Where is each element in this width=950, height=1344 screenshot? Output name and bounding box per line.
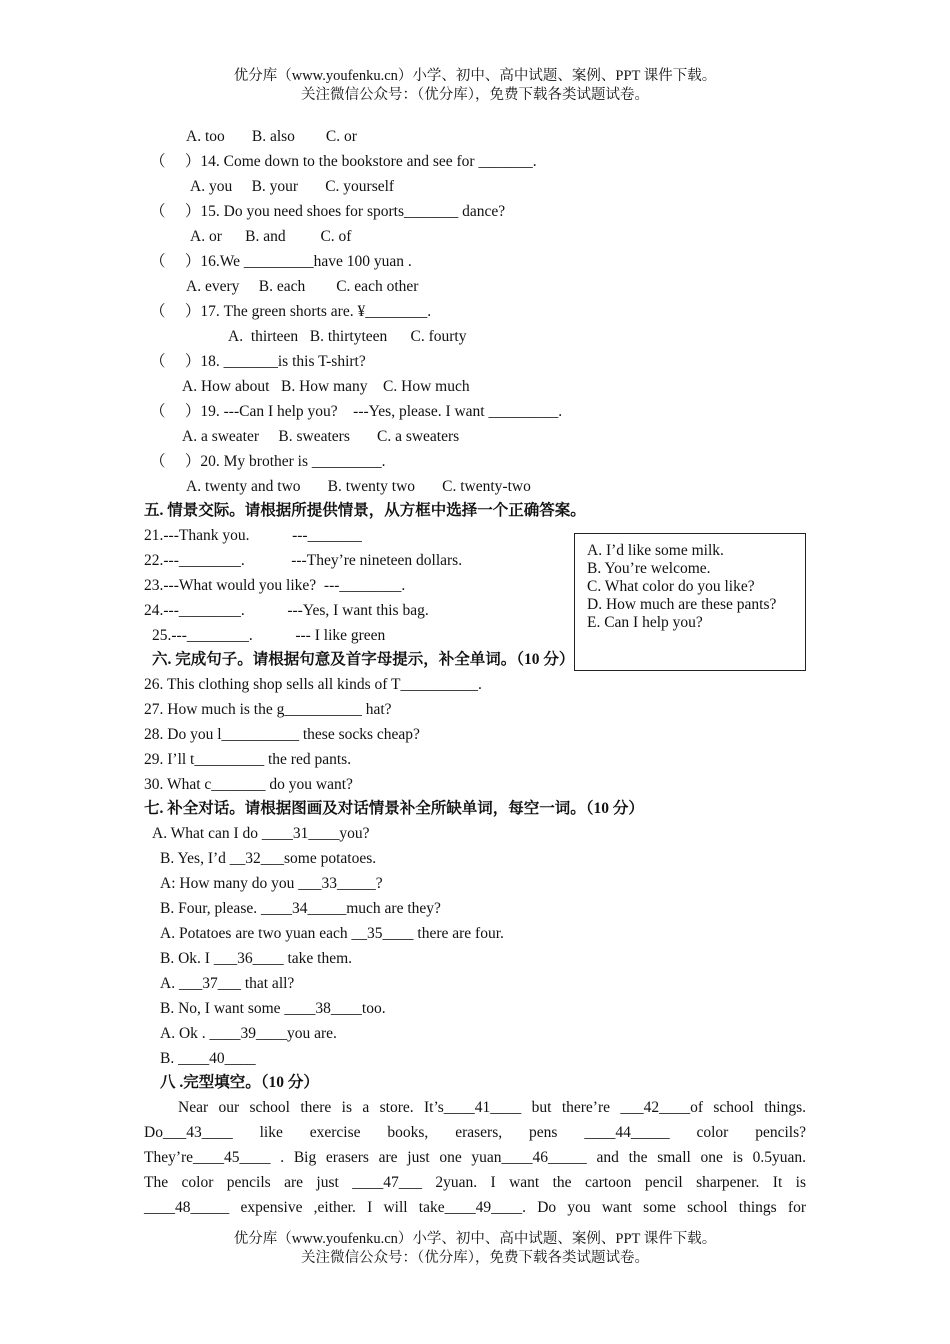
q17-options: A. thirteen B. thirtyteen C. fourty xyxy=(228,328,467,345)
dialog-line-38: B. No, I want some ____38____too. xyxy=(160,1000,386,1017)
q30-line: 30. What c_______ do you want? xyxy=(144,776,353,793)
q25-line: 25.---________. --- I like green xyxy=(152,627,386,644)
q27-line: 27. How much is the g__________ hat? xyxy=(144,701,392,718)
dialog-line-31: A. What can I do ____31____you? xyxy=(152,825,370,842)
dialog-line-32: B. Yes, I’d __32___some potatoes. xyxy=(160,850,377,867)
page-footer-line2: 关注微信公众号：（优分库），免费下载各类试题试卷。 xyxy=(301,1250,649,1266)
q15-text: （ ）15. Do you need shoes for sports_______ dance? xyxy=(150,203,506,220)
answer-choices-box xyxy=(574,533,806,671)
q21-line: 21.---Thank you. ---_______ xyxy=(144,527,362,544)
dialog-line-40: B. ____40____ xyxy=(160,1050,256,1067)
cloze-line-1: Near our school there is a store. It’s____41____ but there’re ___42____of school things. xyxy=(178,1099,806,1116)
box-option-c: C. What color do you like? xyxy=(587,578,755,595)
q24-line: 24.---________. ---Yes, I want this bag. xyxy=(144,602,429,619)
cloze-line-4: The color pencils are just ____47___ 2yuan. I want the cartoon pencil sharpener. It is xyxy=(144,1174,806,1191)
section8-title: 八 .完型填空。（10 分） xyxy=(160,1074,319,1091)
q28-line: 28. Do you l__________ these socks cheap? xyxy=(144,726,420,743)
cloze-line-5: ____48_____ expensive ,either. I will take____49____. Do you want some school things for xyxy=(144,1199,806,1216)
q20-text: （ ）20. My brother is _________. xyxy=(150,453,386,470)
q16-options: A. every B. each C. each other xyxy=(186,278,419,295)
box-option-b: B. You’re welcome. xyxy=(587,560,711,577)
dialog-line-37: A. ___37___ that all? xyxy=(160,975,295,992)
q29-line: 29. I’ll t_________ the red pants. xyxy=(144,751,352,768)
q20-options: A. twenty and two B. twenty two C. twenty-two xyxy=(186,478,531,495)
section5-title: 五. 情景交际。请根据所提供情景，从方框中选择一个正确答案。 xyxy=(144,502,586,519)
page-header-line2: 关注微信公众号：（优分库），免费下载各类试题试卷。 xyxy=(301,87,649,103)
q18-text: （ ）18. _______is this T-shirt? xyxy=(150,353,366,370)
dialog-line-35: A. Potatoes are two yuan each __35____ there are four. xyxy=(160,925,504,942)
q18-options: A. How about B. How many C. How much xyxy=(182,378,470,395)
q14-options: A. you B. your C. yourself xyxy=(190,178,395,195)
dialog-line-33: A: How many do you ___33_____? xyxy=(160,875,383,892)
cloze-line-3: They’re____45____ . Big erasers are just one yuan____46_____ and the small one is 0.5yuan. xyxy=(144,1149,806,1166)
q16-text: （ ）16.We _________have 100 yuan . xyxy=(150,253,412,270)
page-header-line1: 优分库（www.youfenku.cn）小学、初中、高中试题、案例、PPT 课件下载。 xyxy=(233,68,717,84)
q26-line: 26. This clothing shop sells all kinds of T__________. xyxy=(144,676,482,693)
dialog-line-36: B. Ok. I ___36____ take them. xyxy=(160,950,353,967)
dialog-line-34: B. Four, please. ____34_____much are they? xyxy=(160,900,441,917)
q22-line: 22.---________. ---They’re nineteen dollars. xyxy=(144,552,463,569)
q14-text: （ ）14. Come down to the bookstore and see for _______. xyxy=(150,153,537,170)
dialog-line-39: A. Ok . ____39____you are. xyxy=(160,1025,337,1042)
box-option-a: A. I’d like some milk. xyxy=(587,542,724,559)
page-footer-line1: 优分库（www.youfenku.cn）小学、初中、高中试题、案例、PPT 课件下载。 xyxy=(233,1231,717,1247)
section7-title: 七. 补全对话。请根据图画及对话情景补全所缺单词，每空一词。（10 分） xyxy=(144,800,644,817)
q15-options: A. or B. and C. of xyxy=(190,228,352,245)
q13-options: A. too B. also C. or xyxy=(186,128,357,145)
q19-options: A. a sweater B. sweaters C. a sweaters xyxy=(182,428,460,445)
cloze-line-2: Do___43____ like exercise books, erasers, pens ____44_____ color pencils? xyxy=(144,1124,806,1141)
section6-title: 六. 完成句子。请根据句意及首字母提示，补全单词。（10 分） xyxy=(152,651,575,668)
q17-text: （ ）17. The green shorts are. ¥________. xyxy=(150,303,432,320)
box-option-e: E. Can I help you? xyxy=(587,614,703,631)
box-option-d: D. How much are these pants? xyxy=(587,596,777,613)
q23-line: 23.---What would you like? ---________. xyxy=(144,577,406,594)
q19-text: （ ）19. ---Can I help you? ---Yes, please. I want _________. xyxy=(150,403,563,420)
